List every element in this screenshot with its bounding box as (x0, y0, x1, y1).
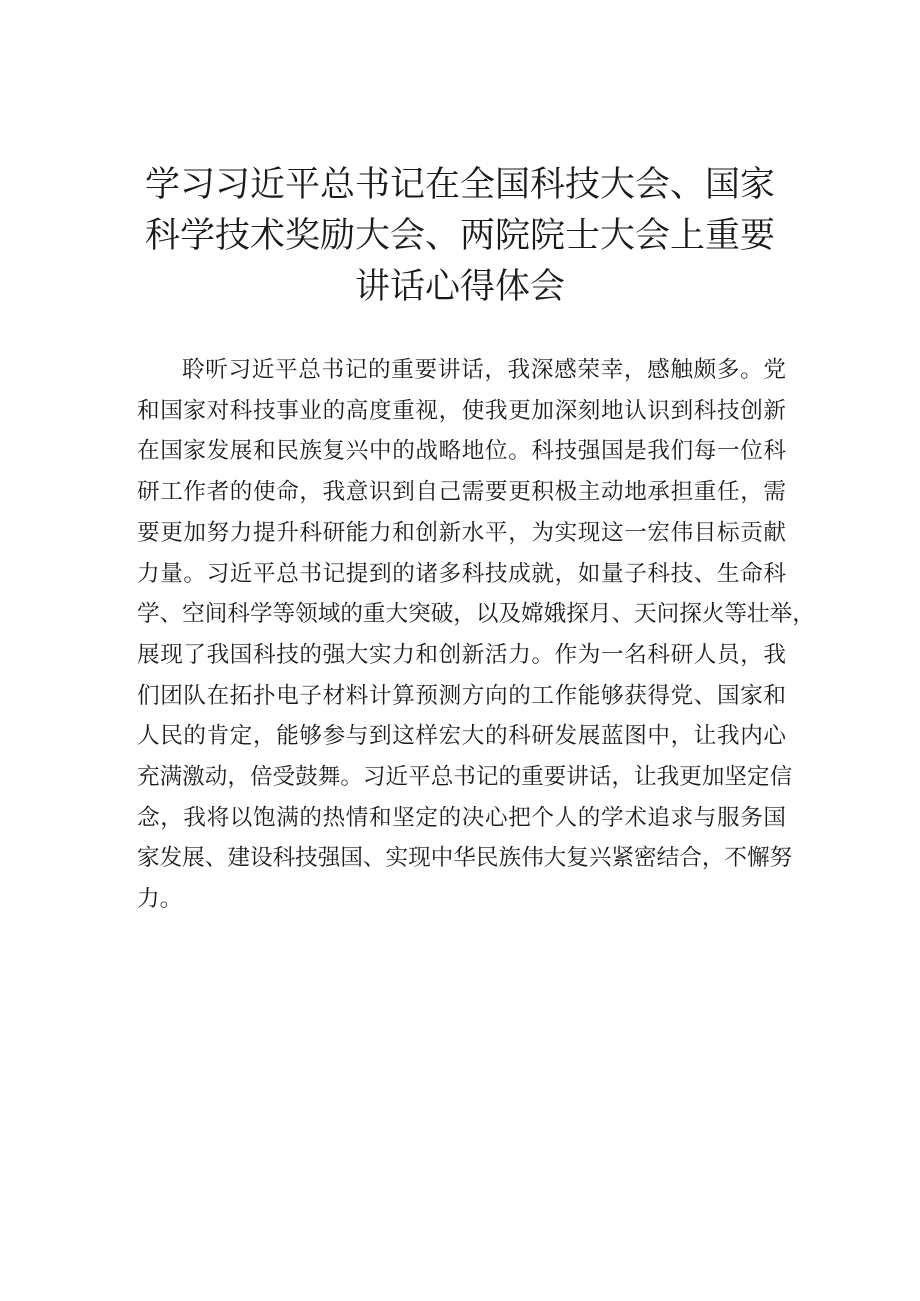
body-line: 们团队在拓扑电子材料计算预测方向的工作能够获得党、国家和 (137, 682, 786, 709)
body-line: 展现了我国科技的强大实力和创新活力。作为一名科研人员，我 (137, 641, 786, 668)
document-title (110, 160, 810, 313)
title-line: 科学技术奖励大会、两院院士大会上重要 (144, 216, 775, 256)
body-line: 在国家发展和民族复兴中的战略地位。科技强国是我们每一位科 (137, 438, 786, 465)
body-line: 人民的肯定，能够参与到这样宏大的科研发展蓝图中，让我内心 (137, 723, 786, 750)
body-line: 力。 (137, 886, 183, 913)
body-line: 力量。习近平总书记提到的诸多科技成就，如量子科技、生命科 (137, 560, 786, 587)
title-line: 讲话心得体会 (354, 267, 565, 307)
body-line: 家发展、建设科技强国、实现中华民族伟大复兴紧密结合，不懈努 (137, 845, 793, 872)
body-line: 研工作者的使命，我意识到自己需要更积极主动地承担重任，需 (137, 479, 786, 506)
body-line: 要更加努力提升科研能力和创新水平，为实现这一宏伟目标贡献 (137, 519, 786, 546)
body-line: 和国家对科技事业的高度重视，使我更加深刻地认识到科技创新 (137, 397, 786, 424)
title-line: 学习习近平总书记在全国科技大会、国家 (144, 165, 775, 205)
body-line: 念，我将以饱满的热情和坚定的决心把个人的学术追求与服务国 (137, 804, 786, 831)
body-paragraph (137, 350, 815, 920)
body-line: 充满激动，倍受鼓舞。习近平总书记的重要讲话，让我更加坚定信 (137, 764, 793, 791)
body-line: 学、空间科学等领域的重大突破，以及嫦娥探月、天问探火等壮举， (137, 601, 815, 628)
body-line: 聆听习近平总书记的重要讲话，我深感荣幸，感触颇多。党 (182, 357, 786, 383)
